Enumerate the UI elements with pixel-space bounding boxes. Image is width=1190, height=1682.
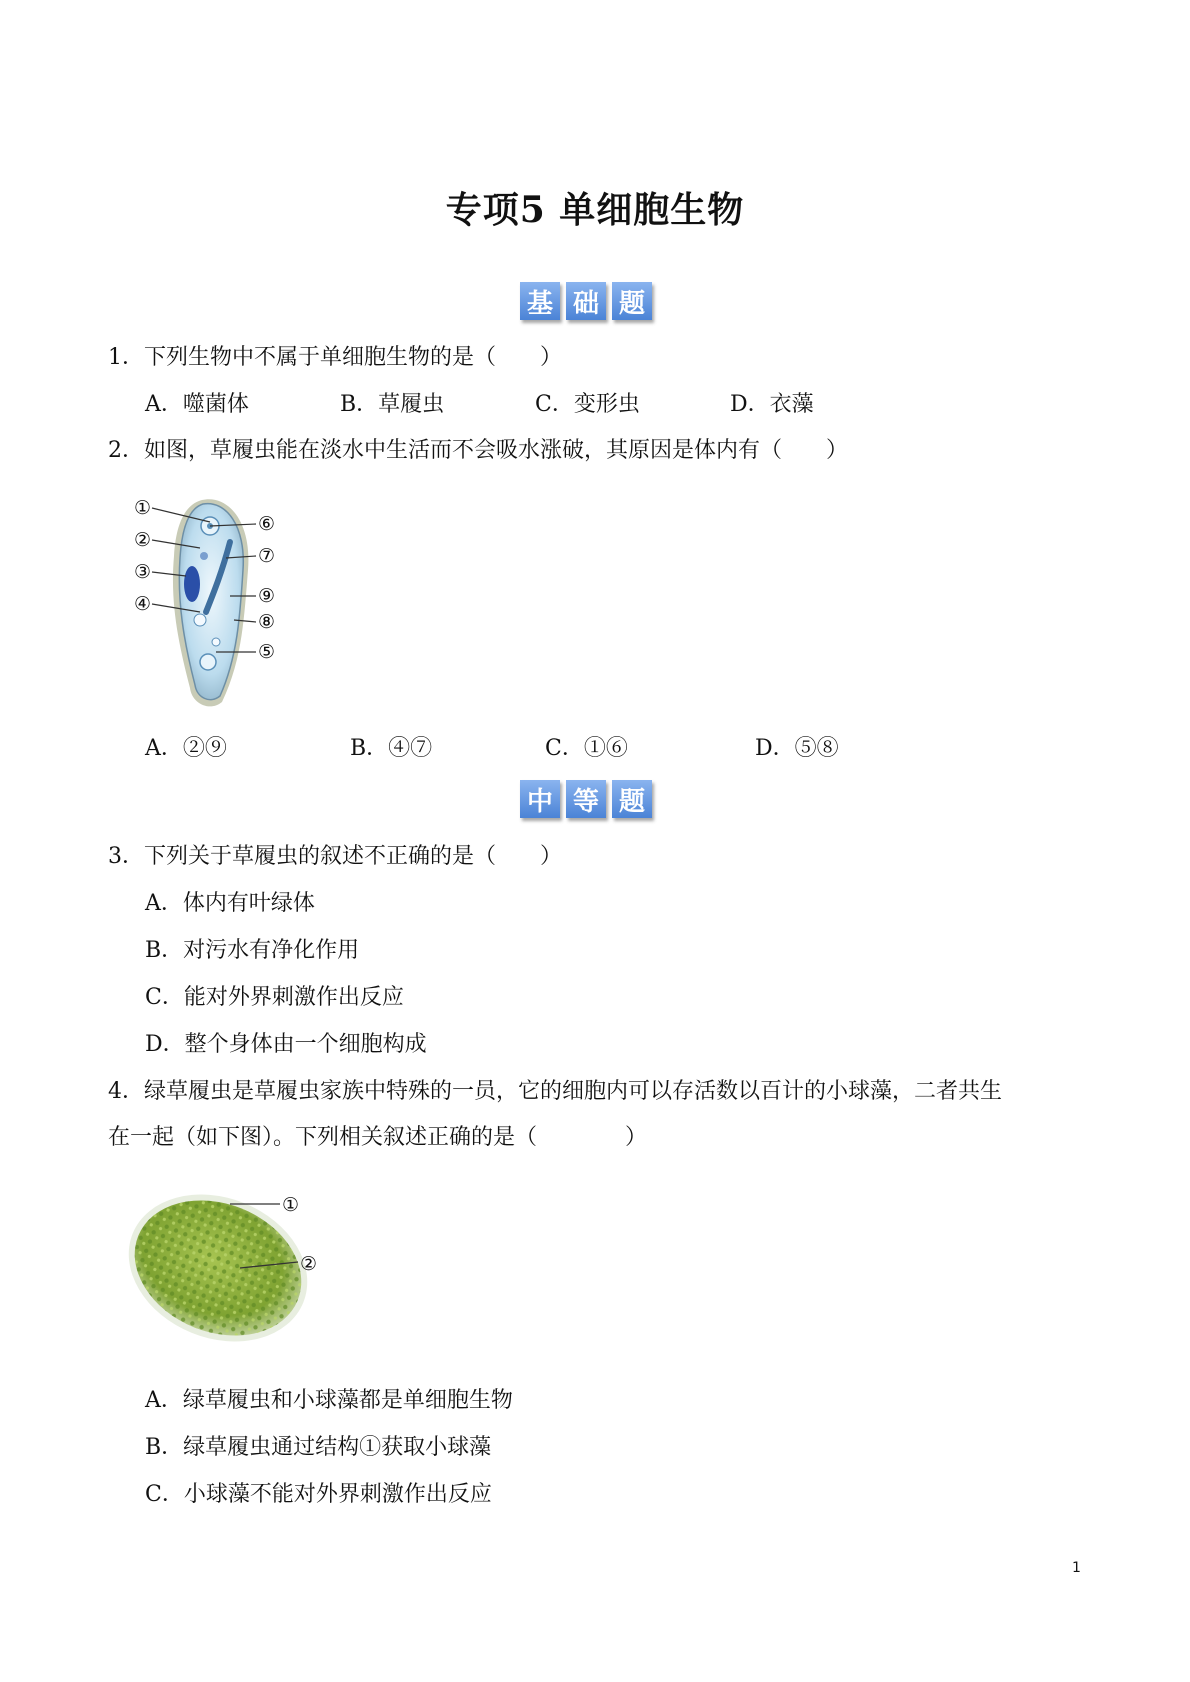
- question-3-stem: 3．下列关于草履虫的叙述不正确的是（ ）: [108, 844, 562, 869]
- badge-char: 础: [566, 282, 606, 320]
- figure-label: ①: [282, 1194, 300, 1216]
- figure-label: ⑧: [258, 611, 276, 633]
- figure-label: ②: [300, 1253, 318, 1275]
- option-c: C．①⑥: [545, 736, 628, 761]
- badge-char: 中: [520, 780, 560, 818]
- option-b: B．对污水有净化作用: [145, 938, 360, 963]
- page-number: 1: [1072, 1560, 1081, 1576]
- option-a: A．绿草履虫和小球藻都是单细胞生物: [145, 1388, 513, 1413]
- option-c: C．小球藻不能对外界刺激作出反应: [145, 1482, 492, 1507]
- figure-label: ⑥: [258, 513, 276, 535]
- question-4-stem-line1: 4．绿草履虫是草履虫家族中特殊的一员，它的细胞内可以存活数以百计的小球藻，二者共生: [108, 1079, 1003, 1104]
- paramecium-figure: [130, 492, 310, 712]
- option-a: A．噬菌体: [145, 392, 249, 417]
- option-d: D．⑤⑧: [755, 736, 839, 761]
- option-c: C．变形虫: [535, 392, 640, 417]
- option-b: B．草履虫: [340, 392, 445, 417]
- question-1-stem: 1．下列生物中不属于单细胞生物的是（ ）: [108, 345, 562, 370]
- option-a: A．体内有叶绿体: [145, 891, 315, 916]
- figure-label: ④: [134, 593, 152, 615]
- figure-label: ⑨: [258, 585, 276, 607]
- badge-char: 基: [520, 282, 560, 320]
- option-b: B．绿草履虫通过结构①获取小球藻: [145, 1435, 492, 1460]
- option-c: C．能对外界刺激作出反应: [145, 985, 404, 1010]
- figure-label: ②: [134, 529, 152, 551]
- figure-label: ③: [134, 561, 152, 583]
- green-paramecium-figure: [122, 1186, 352, 1366]
- option-d: D．衣藻: [730, 392, 814, 417]
- figure-label: ⑦: [258, 545, 276, 567]
- section-badge-medium: [520, 780, 664, 820]
- option-a: A．②⑨: [145, 736, 227, 761]
- figure-label: ①: [134, 497, 152, 519]
- question-2-stem: 2．如图，草履虫能在淡水中生活而不会吸水涨破，其原因是体内有（ ）: [108, 438, 848, 463]
- question-4-stem-line2: 在一起（如下图）。下列相关叙述正确的是（ ）: [108, 1125, 648, 1150]
- figure-label: ⑤: [258, 641, 276, 663]
- option-b: B．④⑦: [350, 736, 433, 761]
- section-badge-basic: [520, 282, 664, 322]
- badge-char: 题: [612, 282, 652, 320]
- badge-char: 等: [566, 780, 606, 818]
- page-title: 专项5 单细胞生物: [445, 189, 745, 231]
- option-d: D．整个身体由一个细胞构成: [145, 1032, 427, 1057]
- badge-char: 题: [612, 780, 652, 818]
